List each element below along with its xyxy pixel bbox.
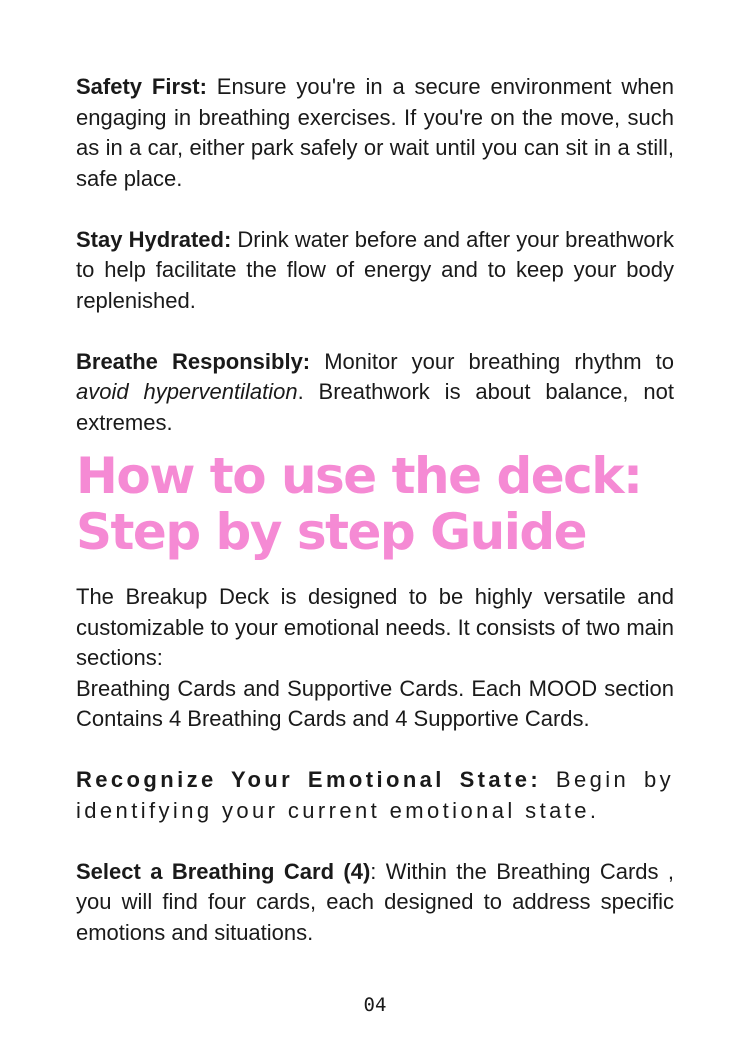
stay-hydrated-paragraph: [76, 225, 674, 317]
recognize-label: Recognize Your Emotional State:: [76, 767, 542, 792]
breathe-responsibly-paragraph: [76, 347, 674, 439]
section-heading-line-2: Step by step Guide: [76, 503, 587, 561]
breathe-responsibly-emphasis: avoid hyperventilation: [76, 379, 298, 404]
page-number: 04: [363, 994, 387, 1016]
breathe-responsibly-text-after: . Breathwork is about balance, not extremes.: [76, 379, 674, 435]
paragraph-spacer: [76, 826, 674, 857]
section-heading: [76, 448, 674, 560]
select-card-paragraph: [76, 857, 674, 949]
document-page: [76, 72, 674, 948]
section-heading-line-1: How to use the deck:: [76, 447, 642, 505]
select-card-text: : Within the Breathing Cards , you will find four cards, each designed to address specific emotions and situations.: [76, 858, 674, 945]
stay-hydrated-text: Drink water before and after your breathwork to help facilitate the flow of energy and to keep your body replenished.: [76, 226, 674, 313]
intro-paragraph-2: Breathing Cards and Supportive Cards. Each MOOD section Contains 4 Breathing Cards and 4 Supportive Cards.: [76, 675, 674, 731]
intro-paragraph-1: The Breakup Deck is designed to be highly versatile and customizable to your emotional needs. It consists of two main sections:: [76, 584, 674, 670]
stay-hydrated-label: Stay Hydrated:: [76, 226, 232, 252]
recognize-paragraph: [76, 765, 674, 826]
breathe-responsibly-text-before: Monitor your breathing rhythm to: [310, 348, 674, 374]
paragraph-spacer: [76, 316, 674, 347]
breathe-responsibly-label: Breathe Responsibly:: [76, 348, 311, 374]
safety-first-label: Safety First:: [76, 74, 207, 99]
paragraph-spacer: [76, 735, 674, 766]
paragraph-spacer: [76, 194, 674, 225]
safety-first-text: Ensure you're in a secure environment when engaging in breathing exercises. If you're on the move, such as in a car, either park safely or wait until you can sit in a still, safe place.: [76, 74, 674, 191]
select-card-label: Select a Breathing Card (4): [76, 858, 371, 884]
safety-first-paragraph: [76, 72, 674, 194]
recognize-text: Begin by identifying your current emotional state.: [76, 767, 674, 823]
